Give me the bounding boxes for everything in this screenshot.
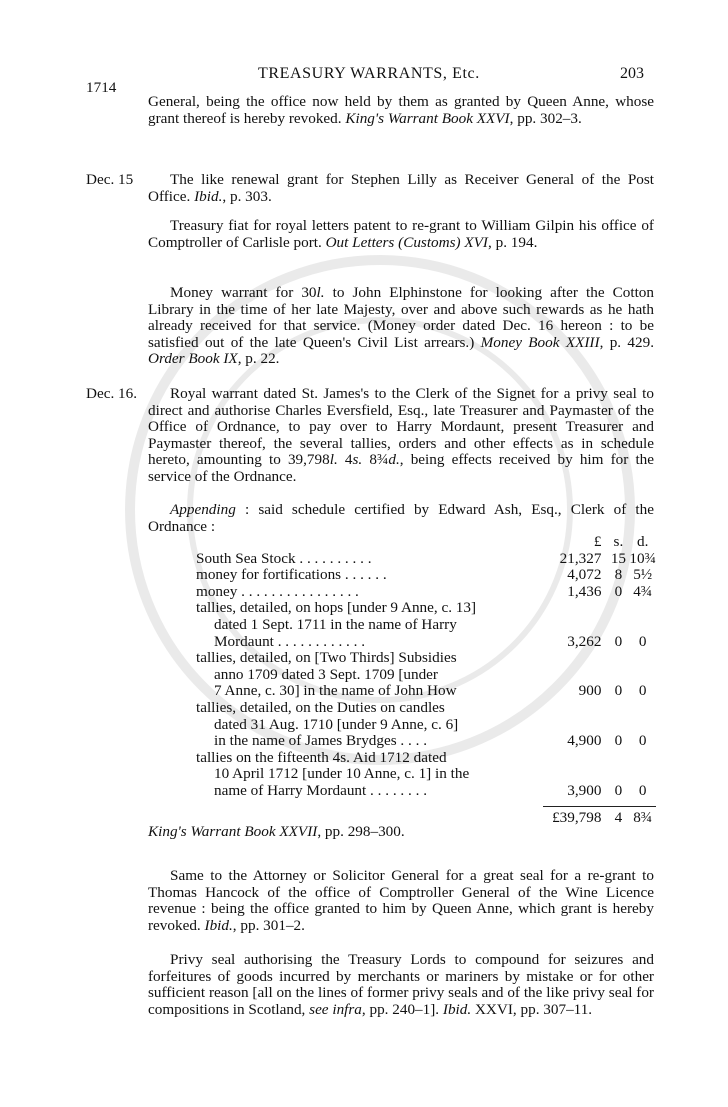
italic-run: d. [388,451,400,469]
entry-lilly [148,172,654,205]
schedule-item: Mordaunt . . . . . . . . . . . . [214,632,366,650]
pounds-value [543,667,607,684]
text-run: , p. 303. [222,187,272,205]
table-row [196,766,656,783]
schedule-source-text [148,824,654,841]
table-row [196,683,656,700]
schedule-item: tallies on the fifteenth 4s. Aid 1712 dated [196,748,447,766]
text-run: , being effects received by him for the service of the Ordnance. [148,451,654,485]
margin-date: Dec. 15 [86,171,134,188]
table-row [196,717,656,734]
table-row [196,700,656,717]
table-row [196,634,656,651]
text-run: , pp. 240–1]. [361,1000,443,1018]
entry-gilpin [148,218,654,251]
text-run: XXVI, pp. 307–11. [471,1000,593,1018]
entry-continuation [148,94,654,127]
table-row [196,733,656,750]
pounds-value: 4,900 [567,732,602,750]
text-run: , p. 194. [488,233,538,251]
schedule-source [148,824,654,841]
schedule-item: dated 31 Aug. 1710 [under 9 Anne, c. 6] [214,715,459,733]
entry-hancock [148,868,654,934]
pounds-value [543,700,607,717]
italic-run: see infra [309,1000,362,1018]
text-run: : said schedule certified by Edward Ash, Esq., Clerk of the Ordnance : [148,501,654,535]
italic-run: l. [329,451,338,469]
schedule-item: South Sea Stock . . . . . . . . . . [196,549,372,567]
pence-value [629,667,656,684]
shillings-value [607,650,629,667]
pence-value [629,650,656,667]
schedule-item: 7 Anne, c. 30] in the name of John How [214,682,457,700]
pounds-value [543,650,607,667]
shillings-value: 0 [614,732,623,750]
text-run: Royal warrant dated St. James's to the Clerk of the Signet for a privy seal to direct and authorise Charles Eversfield, Esq., late Treasurer and Paymaster of the Office of Ordnance, to pay over to Harry Mordaunt, present Treasurer and Paymaster thereof, the several tallies, orders and other effects as in schedule hereto, amounting to 39,798 [148,385,654,469]
text-run: , p. 429. [599,333,654,351]
italic-run: l. [316,284,325,301]
pence-value: 5½ [633,566,653,584]
entry-text [148,285,654,368]
pounds-value [543,617,607,634]
text-run: , p. 22. [237,350,280,368]
shillings-value [607,617,629,634]
entry-text [148,502,654,535]
pounds-value [543,600,607,617]
entry-text [148,172,654,205]
italic-run: Money Book XXIII [480,333,600,351]
entry-privy-seal [148,952,654,1018]
italic-run: Order Book IX [148,350,238,368]
shillings-value [607,766,629,783]
shillings-value [607,600,629,617]
italic-run: Appending [170,501,236,518]
shillings-value: 0 [614,582,623,600]
schedule-item: money for fortifications . . . . . . [196,566,387,584]
schedule-item: in the name of James Brydges . . . . [214,732,428,750]
pounds-value: 4,072 [567,566,602,584]
schedule-item: dated 1 Sept. 1711 in the name of Harry [214,615,457,633]
text-run: Treasury fiat for royal letters patent to re-grant to William Gilpin his office of Comptroller of Carlisle port. [148,217,654,251]
shillings-value: 0 [614,632,623,650]
text-run: , pp. 298–300. [317,823,405,840]
pence-header: d. [637,533,649,550]
text-run: , pp. 302–3. [509,109,582,127]
entry-text [148,94,654,127]
schedule-header-row [196,534,656,551]
shillings-value [607,700,629,717]
text-run: , pp. 301–2. [232,916,305,934]
italic-run: King's Warrant Book XXVII [148,823,318,840]
schedule-item: tallies, detailed, on [Two Thirds] Subsidies [196,649,457,667]
pounds-value: 21,327 [559,549,602,567]
table-row [196,584,656,601]
pounds-value [543,750,607,767]
page-number: 203 [620,65,644,82]
table-row [196,783,656,800]
text-run: 4 [337,451,353,469]
italic-run: Ibid. [194,187,223,205]
schedule-item: tallies, detailed, on the Duties on candles [196,698,445,716]
pence-value [629,750,656,767]
shillings-value: 8 [614,566,623,584]
pounds-value: 1,436 [567,582,602,600]
table-row [196,617,656,634]
italic-run: s. [352,451,363,469]
text-run: Money warrant for 30 [170,284,317,301]
entry-text [148,218,654,251]
total-shillings: 4 [607,806,629,826]
table-row [196,667,656,684]
margin-date: Dec. 16. [86,385,138,402]
entry-text [148,952,654,1018]
shillings-value: 0 [614,781,623,799]
shillings-header: s. [613,533,624,550]
entry-text [148,868,654,934]
pounds-value: 900 [578,682,602,700]
schedule-item: anno 1709 dated 3 Sept. 1709 [under [214,665,438,683]
total-pence: 8¾ [629,806,656,826]
italic-run: Ibid. [204,916,233,934]
shillings-value: 0 [614,682,623,700]
pence-value [629,617,656,634]
table-row [196,551,656,568]
table-row [196,750,656,767]
text-run: Same to the Attorney or Solicitor General for a great seal for a re-grant to Thomas Hancock of the office of Comptroller General of the Wine Licence revenue : being the office granted to him by Queen Anne, which grant is hereby revoked. [148,867,654,934]
pence-value: 0 [638,682,647,700]
schedule-item: money . . . . . . . . . . . . . . . . [196,582,359,600]
text-run: to John Elphinstone for looking after the Cotton Library in the time of her late Majesty, over and above such rewards as he hath already received for that service. (Money order dated Dec. 16 hereon : to be satisfied out of the late Queen's Civil List arrears.) [148,284,654,351]
schedule-item: tallies, detailed, on hops [under 9 Anne, c. 13] [196,599,477,617]
schedule-header-blank [196,534,543,551]
text-run: The like renewal grant for Stephen Lilly as Receiver General of the Post Office. [148,171,654,205]
text-run: General, being the office now held by them as granted by Queen Anne, whose grant thereof is hereby revoked. [148,93,654,127]
pounds-value: 3,900 [567,781,602,799]
entry-elphinstone [148,285,654,368]
text-run: Privy seal authorising the Treasury Lords to compound for seizures and forfeitures of goods incurred by merchants or mariners by mistake or for other sufficient reason [all on the lines of former privy seals and of the like privy seal for compositions in Scotland, [148,951,654,1018]
shillings-value [607,667,629,684]
pence-value: 0 [638,632,647,650]
pounds-header: £ [593,533,602,550]
italic-run: Out Letters (Customs) XVI [325,233,488,251]
schedule-table [196,534,656,826]
pence-value [629,766,656,783]
pence-value [629,717,656,734]
schedule-item: 10 April 1712 [under 10 Anne, c. 1] in the [214,765,470,783]
entry-appending [148,502,654,535]
shillings-value: 15 [610,549,626,567]
schedule-item: name of Harry Mordaunt . . . . . . . . [214,781,427,799]
italic-run: Ibid. [442,1000,472,1018]
running-title: TREASURY WARRANTS, Etc. [258,65,480,82]
pence-value: 0 [638,781,647,799]
pence-value: 10¾ [629,549,656,567]
entry-text [148,386,654,486]
pence-value [629,600,656,617]
pounds-value [543,717,607,734]
table-row [196,650,656,667]
shillings-value [607,750,629,767]
pence-value: 4¾ [633,582,653,600]
pounds-value: 3,262 [567,632,602,650]
pounds-value [543,766,607,783]
shillings-value [607,717,629,734]
entry-eversfield [148,386,654,486]
text-run: 8¾ [362,451,389,469]
pence-value [629,700,656,717]
margin-year: 1714 [86,79,117,96]
table-row [196,567,656,584]
pence-value: 0 [638,732,647,750]
table-row [196,600,656,617]
total-pounds: £39,798 [543,806,607,826]
italic-run: King's Warrant Book XXVI [345,109,510,127]
